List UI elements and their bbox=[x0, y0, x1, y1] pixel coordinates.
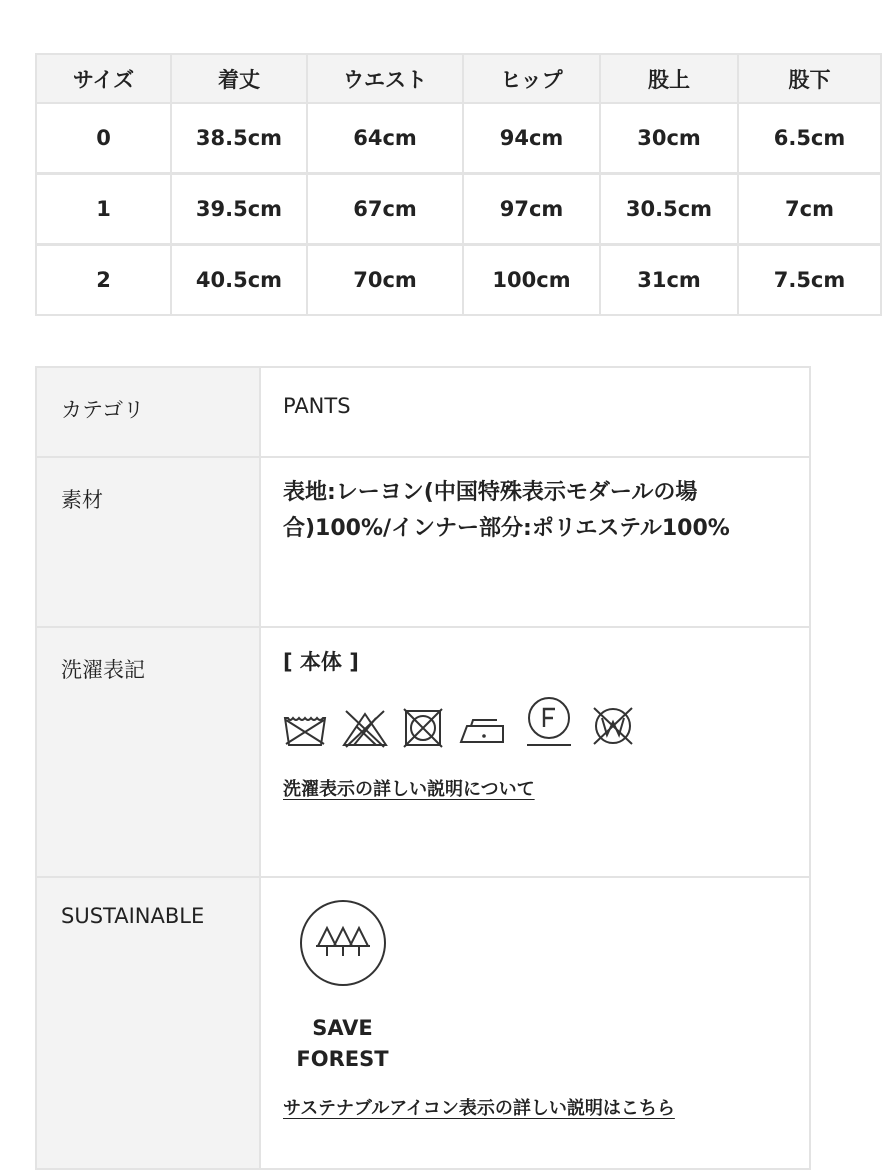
care-label: 洗濯表記 bbox=[36, 627, 260, 877]
save-forest-badge bbox=[280, 898, 405, 1075]
category-label: カテゴリ bbox=[36, 367, 260, 457]
spec-table bbox=[35, 366, 811, 1170]
size-cell: 30cm bbox=[600, 103, 738, 174]
no-bleach-icon bbox=[341, 708, 389, 748]
dry-clean-f-icon bbox=[523, 696, 575, 748]
size-cell: 100cm bbox=[463, 245, 600, 316]
size-header-cell: 股下 bbox=[738, 54, 881, 103]
no-wash-icon bbox=[283, 712, 327, 748]
spec-row-material bbox=[36, 457, 810, 627]
care-detail-link[interactable]: 洗濯表示の詳しい説明について bbox=[283, 779, 535, 800]
size-cell: 2 bbox=[36, 245, 171, 316]
size-cell: 39.5cm bbox=[171, 174, 307, 245]
size-cell: 7.5cm bbox=[738, 245, 881, 316]
size-cell: 97cm bbox=[463, 174, 600, 245]
care-icons bbox=[283, 696, 789, 748]
table-row bbox=[36, 245, 881, 316]
size-cell: 94cm bbox=[463, 103, 600, 174]
size-cell: 38.5cm bbox=[171, 103, 307, 174]
table-row bbox=[36, 174, 881, 245]
sustainable-label: SUSTAINABLE bbox=[36, 877, 260, 1169]
spec-row-care bbox=[36, 627, 810, 877]
no-wet-clean-icon bbox=[589, 704, 637, 748]
size-header-cell: サイズ bbox=[36, 54, 171, 103]
size-header-cell: 着丈 bbox=[171, 54, 307, 103]
size-cell: 1 bbox=[36, 174, 171, 245]
size-header-cell: 股上 bbox=[600, 54, 738, 103]
care-cell bbox=[260, 627, 810, 877]
category-value: PANTS bbox=[260, 367, 810, 457]
size-cell: 6.5cm bbox=[738, 103, 881, 174]
spec-row-category bbox=[36, 367, 810, 457]
size-table-header-row bbox=[36, 54, 881, 103]
no-tumble-dry-icon bbox=[403, 708, 443, 748]
material-label: 素材 bbox=[36, 457, 260, 627]
forest-icon bbox=[298, 898, 388, 988]
size-cell: 70cm bbox=[307, 245, 463, 316]
iron-low-icon bbox=[457, 712, 509, 748]
care-title: [ 本体 ] bbox=[283, 650, 359, 674]
size-table bbox=[35, 53, 882, 316]
size-cell: 30.5cm bbox=[600, 174, 738, 245]
size-header-cell: ウエスト bbox=[307, 54, 463, 103]
size-cell: 0 bbox=[36, 103, 171, 174]
size-cell: 67cm bbox=[307, 174, 463, 245]
size-cell: 31cm bbox=[600, 245, 738, 316]
size-table-container bbox=[35, 53, 846, 323]
forest-line-2: FOREST bbox=[296, 1047, 389, 1071]
sustainable-detail-link[interactable]: サステナブルアイコン表示の詳しい説明はこちら bbox=[283, 1098, 675, 1119]
size-cell: 64cm bbox=[307, 103, 463, 174]
sustainable-cell bbox=[260, 877, 810, 1169]
size-header-cell: ヒップ bbox=[463, 54, 600, 103]
size-cell: 7cm bbox=[738, 174, 881, 245]
material-value: 表地:レーヨン(中国特殊表示モダールの場合)100%/インナー部分:ポリエステル100% bbox=[260, 457, 810, 627]
size-cell: 40.5cm bbox=[171, 245, 307, 316]
spec-row-sustainable bbox=[36, 877, 810, 1169]
table-row bbox=[36, 103, 881, 174]
forest-line-1: SAVE bbox=[312, 1016, 373, 1040]
